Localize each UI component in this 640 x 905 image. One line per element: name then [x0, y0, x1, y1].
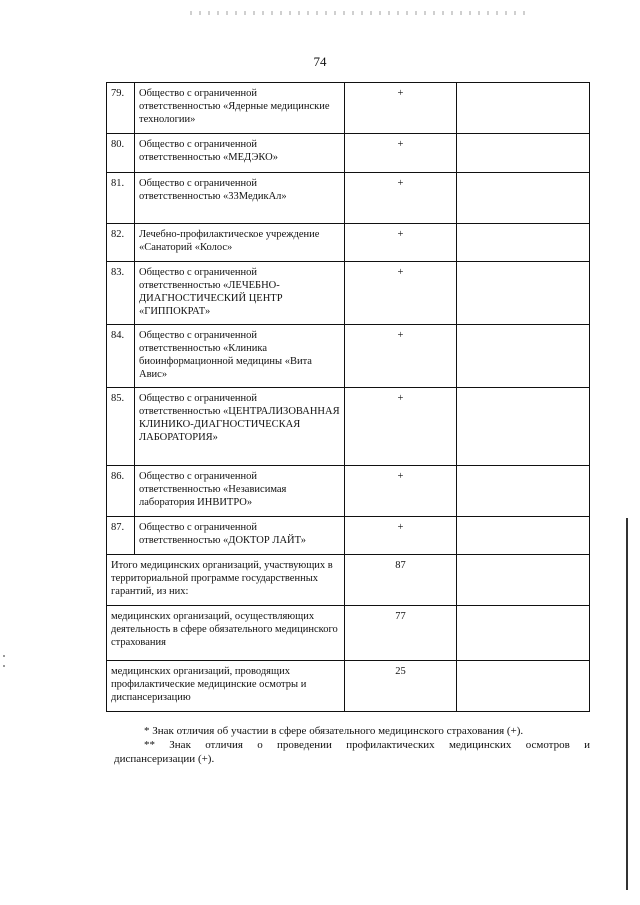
organizations-table — [106, 82, 590, 712]
scan-dot — [3, 655, 5, 657]
oms-mark: + — [345, 466, 457, 517]
total-row — [107, 606, 590, 661]
total-value: 25 — [345, 661, 457, 712]
oms-mark: + — [345, 224, 457, 262]
oms-mark: + — [345, 388, 457, 466]
organization-name: Общество с ограниченной ответственностью «Клиника биоинформационной медицины «Вита Авис» — [135, 325, 345, 388]
scan-edge-line — [626, 518, 628, 890]
organization-name: Общество с ограниченной ответственностью «ЦЕНТРАЛИЗОВАННАЯ КЛИНИКО-ДИАГНОСТИЧЕСКАЯ ЛАБОРАТОРИЯ» — [135, 388, 345, 466]
footnote-oms: * Знак отличия об участии в сфере обязательного медицинского страхования (+). — [144, 725, 524, 737]
oms-mark: + — [345, 325, 457, 388]
table-row — [107, 224, 590, 262]
table-row — [107, 466, 590, 517]
prof-mark — [457, 134, 590, 173]
table-row — [107, 325, 590, 388]
row-number: 86. — [107, 466, 135, 517]
table-row — [107, 83, 590, 134]
organization-name: Общество с ограниченной ответственностью «ЛЕЧЕБНО-ДИАГНОСТИЧЕСКИЙ ЦЕНТР «ГИППОКРАТ» — [135, 262, 345, 325]
prof-mark — [457, 224, 590, 262]
total-row — [107, 555, 590, 606]
prof-mark — [457, 388, 590, 466]
oms-mark: + — [345, 517, 457, 555]
oms-mark: + — [345, 83, 457, 134]
total-value: 77 — [345, 606, 457, 661]
table-row — [107, 388, 590, 466]
organization-name: Общество с ограниченной ответственностью «ДОКТОР ЛАЙТ» — [135, 517, 345, 555]
footnote-prof-line2: диспансеризации (+). — [114, 753, 215, 765]
row-number: 79. — [107, 83, 135, 134]
table-row — [107, 173, 590, 224]
empty-cell — [457, 606, 590, 661]
oms-mark: + — [345, 262, 457, 325]
organization-name: Общество с ограниченной ответственностью «МЕДЭКО» — [135, 134, 345, 173]
prof-mark — [457, 517, 590, 555]
row-number: 84. — [107, 325, 135, 388]
oms-mark: + — [345, 173, 457, 224]
table-row — [107, 262, 590, 325]
row-number: 85. — [107, 388, 135, 466]
organization-name: Общество с ограниченной ответственностью «Ядерные медицинские технологии» — [135, 83, 345, 134]
row-number: 82. — [107, 224, 135, 262]
row-number: 87. — [107, 517, 135, 555]
total-row — [107, 661, 590, 712]
scan-dot — [3, 665, 5, 667]
organization-name: Общество с ограниченной ответственностью «Независимая лаборатория ИНВИТРО» — [135, 466, 345, 517]
total-value: 87 — [345, 555, 457, 606]
prof-mark — [457, 466, 590, 517]
total-label: медицинских организаций, осуществляющих деятельность в сфере обязательного медицинского страхования — [107, 606, 345, 661]
organization-name: Общество с ограниченной ответственностью «33МедикАл» — [135, 173, 345, 224]
row-number: 80. — [107, 134, 135, 173]
prof-mark — [457, 325, 590, 388]
row-number: 83. — [107, 262, 135, 325]
oms-mark: + — [345, 134, 457, 173]
prof-mark — [457, 173, 590, 224]
footnotes — [114, 724, 590, 766]
page-number: 74 — [313, 54, 327, 69]
empty-cell — [457, 661, 590, 712]
row-number: 81. — [107, 173, 135, 224]
scan-artifact — [190, 11, 530, 15]
prof-mark — [457, 262, 590, 325]
table-row — [107, 134, 590, 173]
empty-cell — [457, 555, 590, 606]
total-label: Итого медицинских организаций, участвующих в территориальной программе государственных гарантий, из них: — [107, 555, 345, 606]
organization-name: Лечебно-профилактическое учреждение «Санаторий «Колос» — [135, 224, 345, 262]
footnote-prof-line1: ** Знак отличия о проведении профилактических медицинских осмотров и — [144, 739, 590, 751]
prof-mark — [457, 83, 590, 134]
table-row — [107, 517, 590, 555]
total-label: медицинских организаций, проводящих профилактические медицинские осмотры и диспансеризацию — [107, 661, 345, 712]
